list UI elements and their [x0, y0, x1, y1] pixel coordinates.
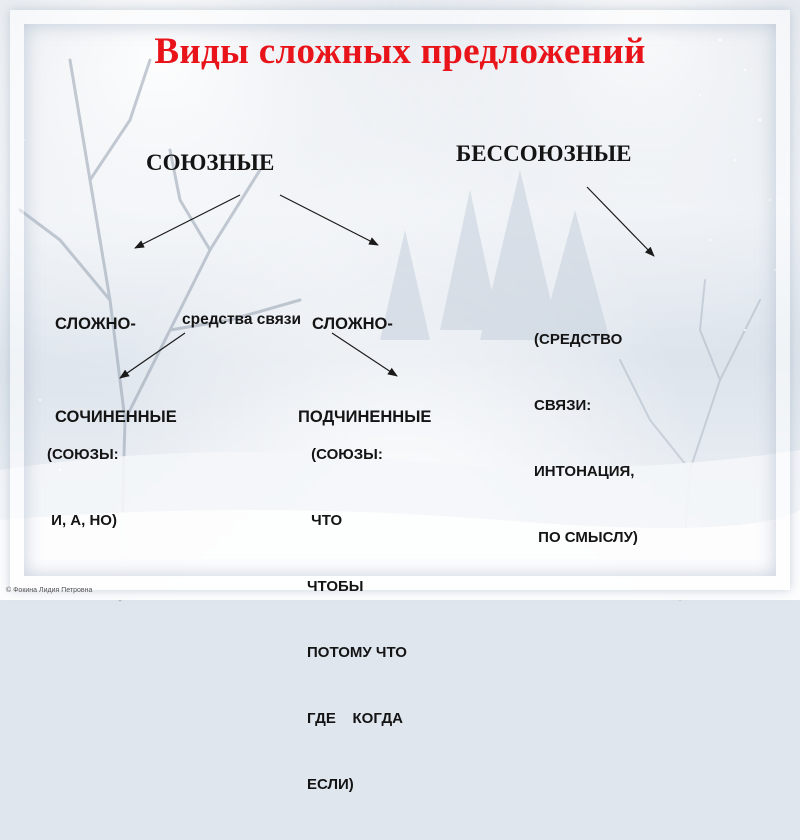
means-of-connection: средства связи [182, 311, 302, 328]
copyright-note: © Фокина Лидия Петровна [6, 587, 93, 594]
slide-title: Виды сложных предложений [154, 31, 646, 72]
asyndetic-note-line-1: (СРЕДСТВО [534, 331, 623, 348]
asyndetic-note [534, 285, 638, 593]
compound-line-1: СЛОЖНО- [55, 315, 136, 333]
complex-conjunctions [307, 400, 407, 840]
asyndetic-note-line-4: ПО СМЫСЛУ) [534, 529, 638, 546]
complex-conj-line-1: (СОЮЗЫ: [307, 446, 383, 463]
complex-conj-line-3: ЧТОБЫ [307, 578, 364, 595]
asyndetic-note-line-3: ИНТОНАЦИЯ, [534, 463, 635, 480]
complex-conj-line-6: ЕСЛИ) [307, 776, 354, 793]
complex-conj-line-5: ГДЕ КОГДА [307, 710, 403, 727]
asyndetic-note-line-2: СВЯЗИ: [534, 397, 592, 414]
compound-conj-line-2: И, А, НО) [47, 512, 117, 529]
arrow-to-compound [135, 195, 240, 248]
heading-conjunctive: СОЮЗНЫЕ [146, 150, 275, 175]
arrow-to-asyndetic-note [587, 187, 654, 256]
heading-asyndetic: БЕССОЮЗНЫЕ [456, 141, 632, 166]
complex-conj-line-2: ЧТО [307, 512, 343, 529]
compound-line-2: СОЧИНЕННЫЕ [55, 408, 177, 426]
complex-line-2: ПОДЧИНЕННЫЕ [298, 408, 432, 426]
arrow-to-complex [280, 195, 378, 245]
compound-conjunctions [47, 400, 119, 576]
complex-conj-line-4: ПОТОМУ ЧТО [307, 644, 407, 661]
complex-line-1: СЛОЖНО- [312, 315, 393, 333]
compound-conj-line-1: (СОЮЗЫ: [47, 446, 119, 463]
